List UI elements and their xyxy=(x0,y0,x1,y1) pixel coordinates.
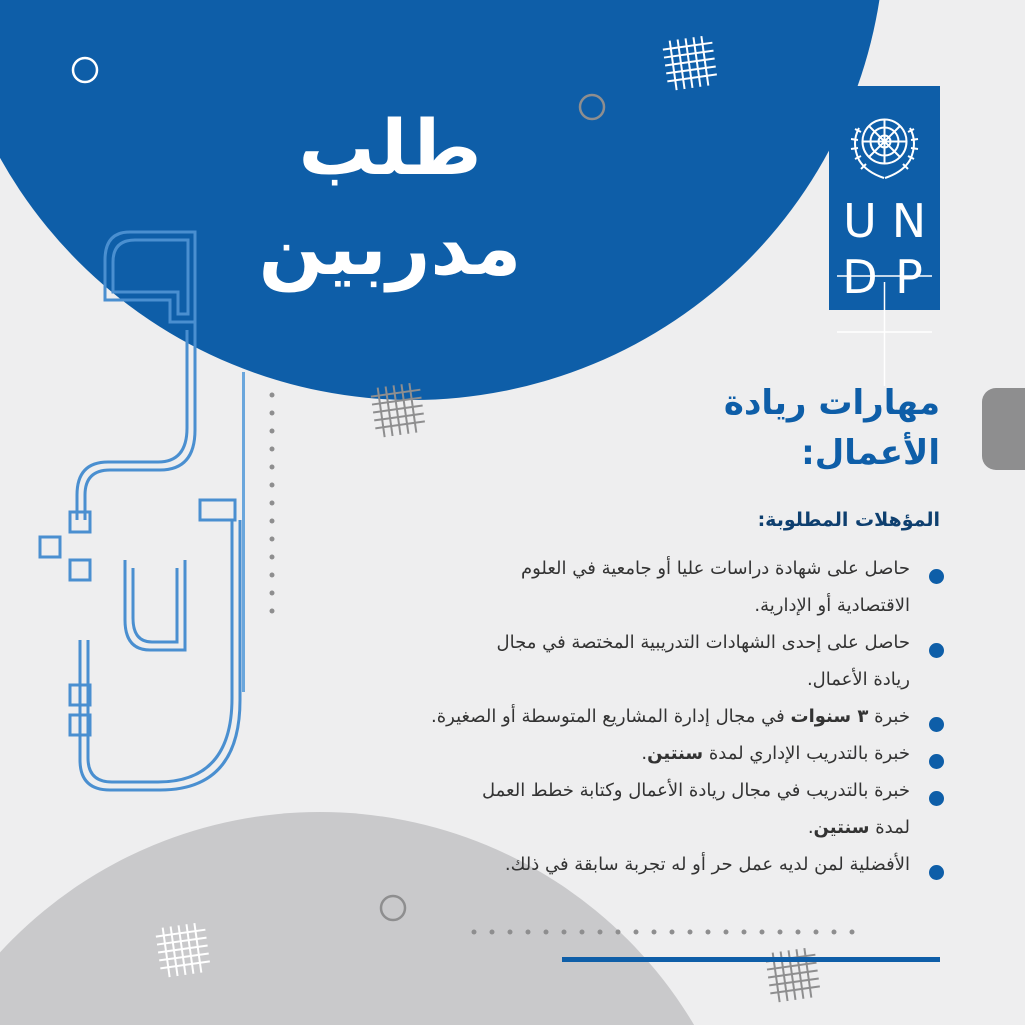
grid-patch-icon xyxy=(765,947,821,1003)
list-item-line: الاقتصادية أو الإدارية. xyxy=(754,595,910,616)
bullet-dot-icon xyxy=(929,754,944,769)
list-item-text: لمدة xyxy=(869,817,910,838)
grid-patch-icon xyxy=(662,35,718,91)
section-title-line-2: الأعمال: xyxy=(801,433,940,473)
list-item-text: . xyxy=(641,743,648,764)
section-title-line-1: مهارات ريادة xyxy=(723,383,940,423)
list-item-line: خبرة بالتدريب في مجال ريادة الأعمال وكتابة خطط العمل xyxy=(482,780,910,801)
grid-patch-icon xyxy=(155,922,211,978)
ring-icon xyxy=(381,896,405,920)
list-item-line: حاصل على شهادة دراسات عليا أو جامعية في العلوم xyxy=(520,558,910,579)
bullet-dot-icon xyxy=(929,643,944,658)
list-item-text: في مجال إدارة المشاريع المتوسطة أو الصغيرة. xyxy=(431,706,791,727)
list-item-bold: سنتين xyxy=(647,743,704,764)
vertical-dotted-line xyxy=(270,393,275,614)
headline-line-2: مدربين xyxy=(258,203,522,292)
list-item xyxy=(280,735,910,772)
vertical-accent-line xyxy=(242,372,245,692)
list-item-bold: ٣ سنوات xyxy=(790,706,869,727)
list-item-line: حاصل على إحدى الشهادات التدريبية المختصة في مجال xyxy=(496,632,910,653)
list-item-line: الأفضلية لمن لديه عمل حر أو له تجربة سابقة في ذلك. xyxy=(504,854,910,875)
outlined-calligraphy-art xyxy=(40,232,240,790)
qualifications-heading: المؤهلات المطلوبة: xyxy=(757,509,940,531)
list-item xyxy=(280,846,910,883)
grid-patch-icon xyxy=(370,382,426,438)
bullet-dot-icon xyxy=(929,717,944,732)
qualifications-list xyxy=(280,550,910,883)
list-item xyxy=(280,698,910,735)
bullet-dot-icon xyxy=(929,569,944,584)
logo-letter-u: U xyxy=(843,194,877,248)
bullet-dot-icon xyxy=(929,865,944,880)
list-item-text: خبرة بالتدريب الإداري لمدة xyxy=(703,743,910,764)
list-item-text: خبرة xyxy=(868,706,910,727)
headline-line-1: طلب xyxy=(298,103,482,192)
list-item-text: . xyxy=(807,817,814,838)
logo-letter-p: P xyxy=(895,250,923,304)
bottom-accent-line xyxy=(562,957,940,962)
side-gray-tab xyxy=(982,388,1025,470)
bullet-dot-icon xyxy=(929,791,944,806)
list-item xyxy=(280,772,910,846)
list-item-line: ريادة الأعمال. xyxy=(806,669,910,690)
ring-icon xyxy=(580,95,604,119)
list-item-bold: سنتين xyxy=(813,817,870,838)
horizontal-dotted-line xyxy=(472,930,855,935)
list-item xyxy=(280,550,910,624)
logo-letter-d: D xyxy=(842,250,878,304)
list-item-line xyxy=(280,809,910,846)
ring-icon xyxy=(73,58,97,82)
list-item xyxy=(280,624,910,698)
undp-logo xyxy=(829,86,940,310)
logo-letter-n: N xyxy=(891,194,927,248)
